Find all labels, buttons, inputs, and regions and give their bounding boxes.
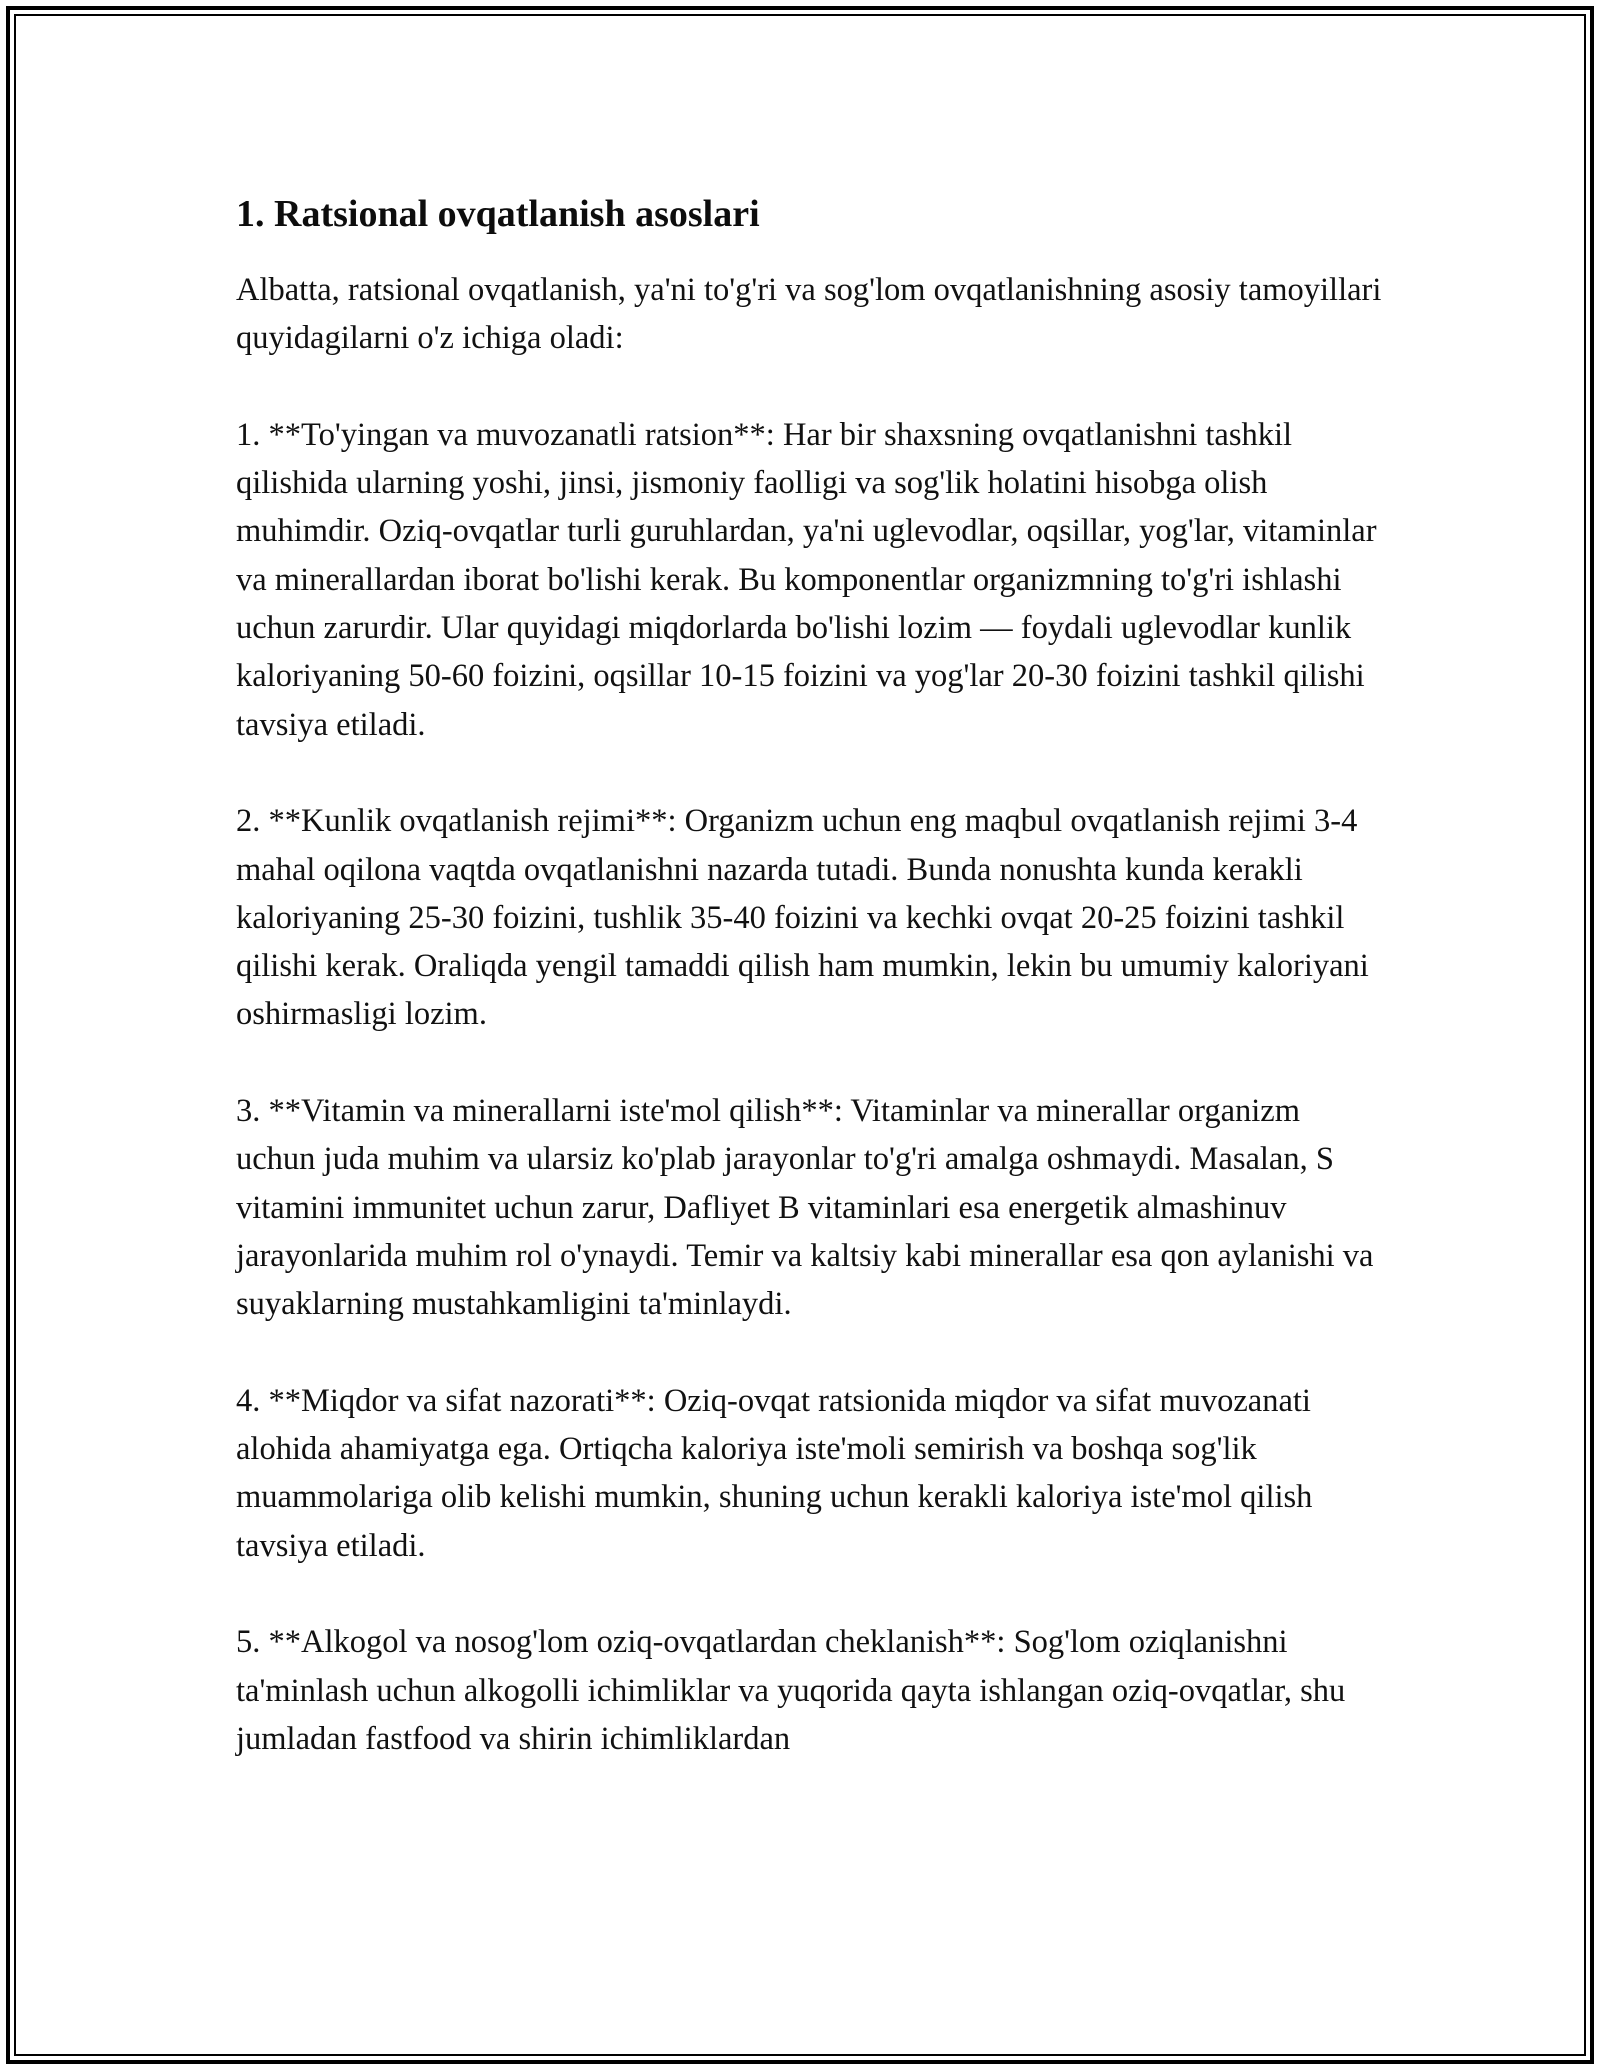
intro-paragraph: Albatta, ratsional ovqatlanish, ya'ni to'g'ri va sog'lom ovqatlanishning asosiy tamoyillari quyidagilarni o'z ichiga oladi: — [236, 272, 1382, 357]
document-body — [236, 188, 1386, 1812]
section-heading: 1. Ratsional ovqatlanish asoslari — [236, 193, 760, 235]
list-item-quantity-quality: 4. **Miqdor va sifat nazorati**: Oziq-ovqat ratsionida miqdor va sifat muvozanati alohida ahamiyatga ega. Ortiqcha kaloriya iste'moli semirish va boshqa sog'lik muammolariga olib kelishi mumkin, shuning uchun kerakli kaloriya iste'mol qilish tavsiya etiladi. — [236, 1382, 1313, 1564]
list-item-alcohol-restriction: 5. **Alkogol va nosog'lom oziq-ovqatlardan cheklanish**: Sog'lom oziqlanishni ta'minlash uchun alkogolli ichimliklar va yuqorida qayta ishlangan oziq-ovqatlar, shu jumladan fastfood va shirin ichimliklardan — [236, 1624, 1346, 1757]
list-item-vitamins-minerals: 3. **Vitamin va minerallarni iste'mol qilish**: Vitaminlar va minerallar organizm uchun juda muhim va ularsiz ko'plab jarayonlar to'g'ri amalga oshmaydi. Masalan, S vitamini immunitet uchun zarur, Dafliyet B vitaminlari esa energetik almashinuv jarayonlarida muhim rol o'ynaydi. Temir va kaltsiy kabi minerallar esa qon aylanishi va suyaklarning mustahkamligini ta'minlaydi. — [236, 1093, 1374, 1323]
list-item-balanced-diet: 1. **To'yingan va muvozanatli ratsion**: Har bir shaxsning ovqatlanishni tashkil qilishida ularning yoshi, jinsi, jismoniy faolligi va sog'lik holatini hisobga olish muhimdir. Oziq-ovqatlar turli guruhlardan, ya'ni uglevodlar, oqsillar, yog'lar, vitaminlar va minerallardan iborat bo'lishi kerak. Bu komponentlar organizmning to'g'ri ishlashi uchun zarurdir. Ular quyidagi miqdorlarda bo'lishi lozim — foydali uglevodlar kunlik kaloriyaning 50-60 foizini, oqsillar 10-15 foizini va yog'lar 20-30 foizini tashkil qilishi tavsiya etiladi. — [236, 416, 1377, 743]
list-item-daily-regimen: 2. **Kunlik ovqatlanish rejimi**: Organizm uchun eng maqbul ovqatlanish rejimi 3-4 mahal oqilona vaqtda ovqatlanishni nazarda tutadi. Bunda nonushta kunda kerakli kaloriyaning 25-30 foizini, tushlik 35-40 foizini va kechki ovqat 20-25 foizini tashkil qilishi kerak. Oraliqda yengil tamaddi qilish ham mumkin, lekin bu umumiy kaloriyani oshirmasligi lozim. — [236, 803, 1369, 1033]
